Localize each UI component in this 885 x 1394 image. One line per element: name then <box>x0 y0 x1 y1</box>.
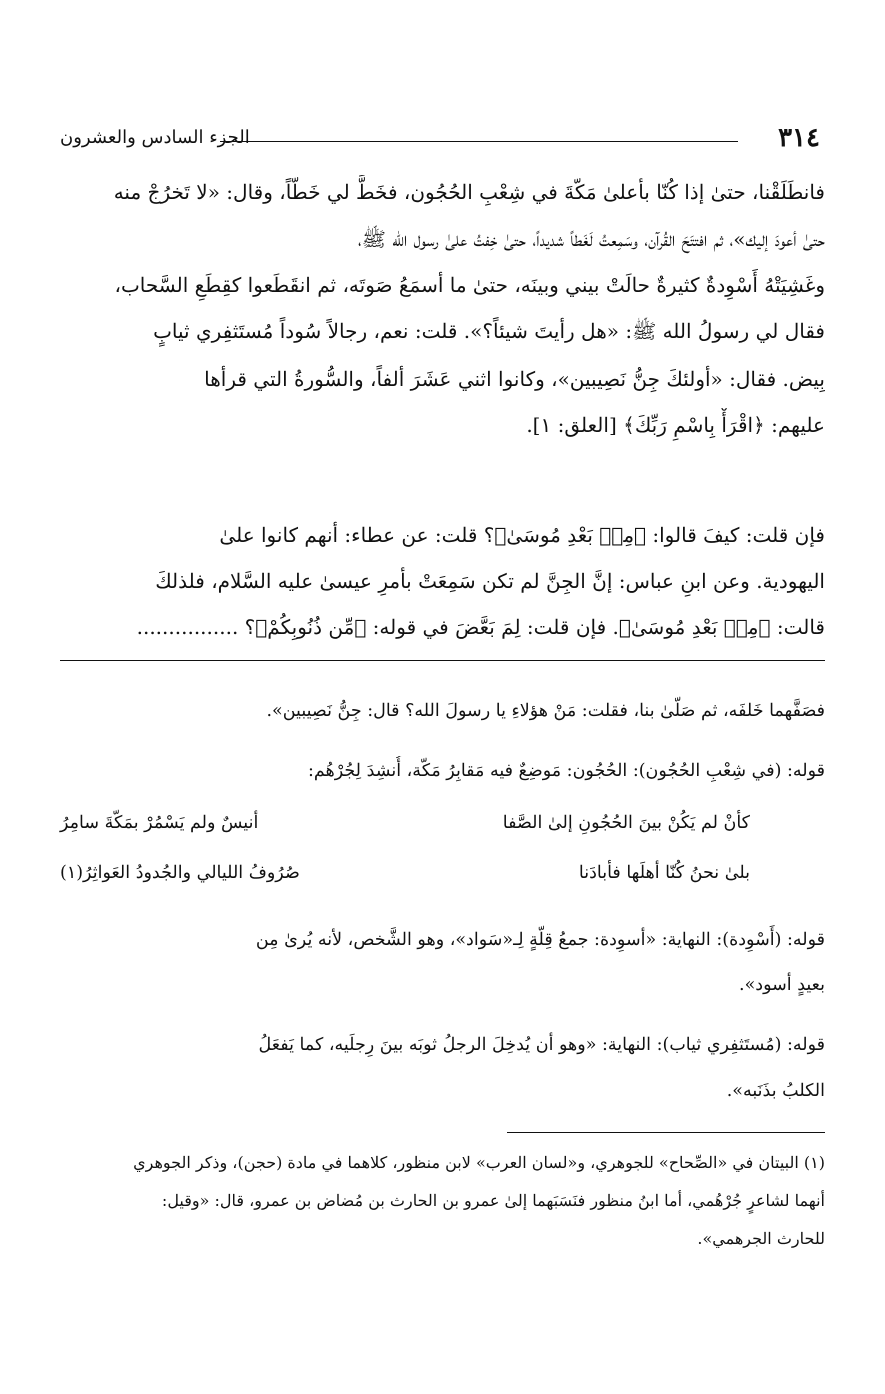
main-line: حتىٰ أعودَ إليك»، ثم افتتَحَ القُرآن، وسَمِعتُ لَغَطاً شديداً، حتىٰ خِفتُ علىٰ رسول الله ﷺ، <box>357 227 825 251</box>
main-line: فقال لي رسولُ الله ﷺ: «هل رأيتَ شيئاً؟». قلت: نعم، رجالاً سُوداً مُستَثفِري ثيابٍ <box>153 319 825 343</box>
footnote-line: للحارث الجرهمي». <box>697 1229 825 1248</box>
running-title: الجزء السادس والعشرون <box>60 127 250 148</box>
commentary-line: بعيدٍ أسود». <box>739 975 825 995</box>
main-line: فإن قلت: كيفَ قالوا: ﴿مِنۢ بَعْدِ مُوسَىٰ﴾؟ قلت: عن عطاء: أنهم كانوا علىٰ <box>219 523 825 547</box>
verse-hemistich-second: صُرُوفُ الليالي والجُدودُ العَواثِرُ(١) <box>60 863 300 883</box>
commentary-line: فصَفَّهما خَلفَه، ثم صَلّىٰ بنا، فقلت: مَنْ هؤلاءِ يا رسولَ الله؟ قال: جِنُّ نَصِيبين». <box>266 701 825 721</box>
main-line: بِيض. فقال: «أولئكَ جِنُّ نَصِيبين»، وكانوا اثني عَشَرَ ألفاً، والسُّورةُ التي قرأها <box>204 367 825 391</box>
footnote-line: أنهما لشاعرٍ جُرْهُمي، أما ابنُ منظور فنَسَبَهما إلىٰ عمرو بن الحارث بن مُضاض بن عمرو، قال: «وقيل: <box>161 1191 825 1210</box>
verse-hemistich-second: أنيسٌ ولم يَسْمُرْ بمَكّةَ سامِرُ <box>60 813 259 833</box>
verse-line <box>60 858 825 888</box>
commentary-line: قوله: (في شِعْبِ الحُجُون): الحُجُون: مَوضِعٌ فيه مَقابِرُ مَكّة، أُنشِدَ لِجُرْهُم: <box>307 761 825 781</box>
verse-line <box>60 808 825 838</box>
main-line: اليهودية. وعن ابنِ عباس: إنَّ الجِنَّ لم تكن سَمِعَتْ بأمرِ عيسىٰ عليه السَّلام، فلذلكَ <box>155 569 825 593</box>
commentary-line: قوله: (مُستَثفِري ثياب): النهاية: «وهو أن يُدخِلَ الرجلُ ثوبَه بينَ رِجلَيه، كما يَفعَلُ <box>258 1035 825 1055</box>
page-header <box>60 118 820 158</box>
commentary-line: قوله: (أَسْوِدة): النهاية: «أسوِدة: جمعُ قِلّةٍ لِـ«سَواد»، وهو الشَّخص، لأنه يُرىٰ مِن <box>255 930 825 950</box>
verse-hemistich-first: كأنْ لم يَكُنْ بينَ الحُجُونِ إلىٰ الصَّفا <box>502 813 750 833</box>
main-line: وغَشِيَتْهُ أَسْوِدةٌ كثيرةٌ حالَتْ بيني وبينَه، حتىٰ ما أسمَعُ صَوتَه، ثم انقَطَعوا كقِطَعِ السَّحاب، <box>114 273 825 297</box>
main-line: فانطَلَقْنا، حتىٰ إذا كُنّا بأعلىٰ مَكّةَ في شِعْبِ الحُجُون، فخَطَّ لي خَطّاً، وقال: «لا تَخرُجْ منه <box>113 180 825 204</box>
verse-hemistich-first: بلىٰ نحنُ كُنّا أهلَها فأبادَنا <box>578 863 750 883</box>
text-commentary-separator <box>60 660 825 661</box>
main-line: عليهم: ﴿اقْرَأْ بِاسْمِ رَبِّكَ﴾ [العلق: ١]. <box>526 413 825 437</box>
footnote-line: (١) البيتان في «الصِّحاح» للجوهري، و«لسان العرب» لابن منظور، كلاهما في مادة (حجن)، وذكر الجوهري <box>133 1153 825 1172</box>
commentary-line: الكلبُ بذَنَبه». <box>726 1081 825 1101</box>
header-rule <box>220 141 738 142</box>
main-line: قالت: ﴿مِنۢ بَعْدِ مُوسَىٰ﴾. فإن قلت: لِمَ بَعَّضَ في قوله: ﴿مِّن ذُنُوبِكُمْ﴾؟ ................ <box>136 615 825 639</box>
page-number: ٣١٤ <box>778 123 820 153</box>
footnote-separator <box>507 1132 825 1133</box>
